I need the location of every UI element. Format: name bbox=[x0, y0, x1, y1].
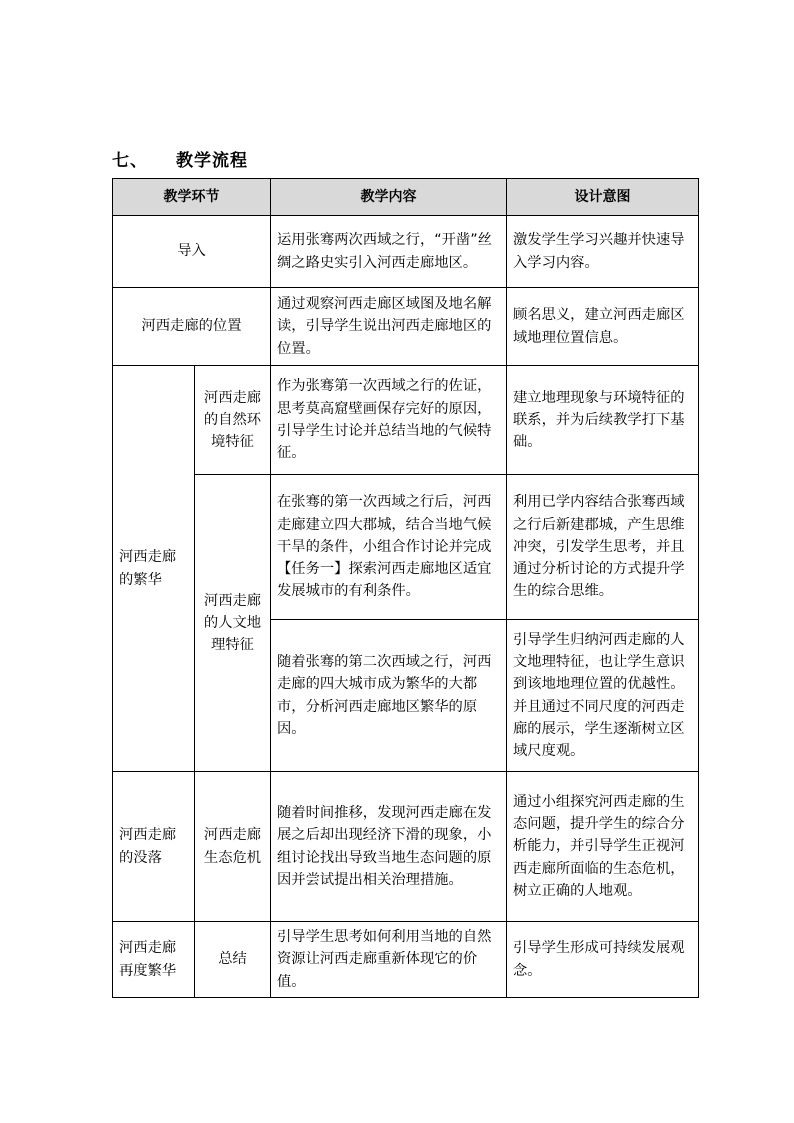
section-heading bbox=[112, 146, 248, 171]
content-cell: 作为张骞第一次西域之行的佐证，思考莫高窟壁画保存完好的原因，引导学生讨论并总结当地的气候特征。 bbox=[271, 366, 507, 475]
header-content: 教学内容 bbox=[271, 179, 507, 216]
substage-cell: 河西走廊生态危机 bbox=[195, 772, 271, 922]
stage-cell: 导入 bbox=[113, 216, 271, 288]
table-row bbox=[113, 475, 699, 620]
purpose-cell: 引导学生形成可持续发展观念。 bbox=[507, 922, 699, 998]
content-cell: 运用张骞两次西域之行，“开凿”丝绸之路史实引入河西走廊地区。 bbox=[271, 216, 507, 288]
header-stage: 教学环节 bbox=[113, 179, 271, 216]
substage-cell: 河西走廊的自然环境特征 bbox=[195, 366, 271, 475]
table-header-row bbox=[113, 179, 699, 216]
substage-cell: 河西走廊的人文地理特征 bbox=[195, 475, 271, 772]
table-row bbox=[113, 366, 699, 475]
table-row bbox=[113, 772, 699, 922]
purpose-cell: 建立地理现象与环境特征的联系，并为后续教学打下基础。 bbox=[507, 366, 699, 475]
content-cell: 引导学生思考如何利用当地的自然资源让河西走廊重新体现它的价值。 bbox=[271, 922, 507, 998]
stage-cell: 河西走廊再度繁华 bbox=[113, 922, 195, 998]
section-title: 教学流程 bbox=[176, 151, 248, 171]
header-purpose: 设计意图 bbox=[507, 179, 699, 216]
content-cell: 随着张骞的第二次西域之行，河西走廊的四大城市成为繁华的大都市，分析河西走廊地区繁华的原因。 bbox=[271, 620, 507, 772]
teaching-flow-table bbox=[112, 178, 699, 998]
section-number: 七、 bbox=[112, 151, 148, 171]
content-cell: 通过观察河西走廊区域图及地名解读，引导学生说出河西走廊地区的位置。 bbox=[271, 288, 507, 366]
purpose-cell: 通过小组探究河西走廊的生态问题，提升学生的综合分析能力，并引导学生正视河西走廊所面临的生态危机，树立正确的人地观。 bbox=[507, 772, 699, 922]
table-row bbox=[113, 288, 699, 366]
purpose-cell: 引导学生归纳河西走廊的人文地理特征，也让学生意识到该地地理位置的优越性。并且通过不同尺度的河西走廊的展示，学生逐渐树立区域尺度观。 bbox=[507, 620, 699, 772]
purpose-cell: 激发学生学习兴趣并快速导入学习内容。 bbox=[507, 216, 699, 288]
stage-cell: 河西走廊的没落 bbox=[113, 772, 195, 922]
stage-cell: 河西走廊的繁华 bbox=[113, 366, 195, 772]
substage-cell: 总结 bbox=[195, 922, 271, 998]
content-cell: 随着时间推移，发现河西走廊在发展之后却出现经济下滑的现象，小组讨论找出导致当地生态问题的原因并尝试提出相关治理措施。 bbox=[271, 772, 507, 922]
stage-cell: 河西走廊的位置 bbox=[113, 288, 271, 366]
table-row bbox=[113, 216, 699, 288]
table-row bbox=[113, 922, 699, 998]
purpose-cell: 利用已学内容结合张骞西域之行后新建郡城，产生思维冲突，引发学生思考，并且通过分析讨论的方式提升学生的综合思维。 bbox=[507, 475, 699, 620]
purpose-cell: 顾名思义，建立河西走廊区域地理位置信息。 bbox=[507, 288, 699, 366]
content-cell: 在张骞的第一次西域之行后，河西走廊建立四大郡城，结合当地气候干旱的条件，小组合作讨论并完成【任务一】探索河西走廊地区适宜发展城市的有利条件。 bbox=[271, 475, 507, 620]
